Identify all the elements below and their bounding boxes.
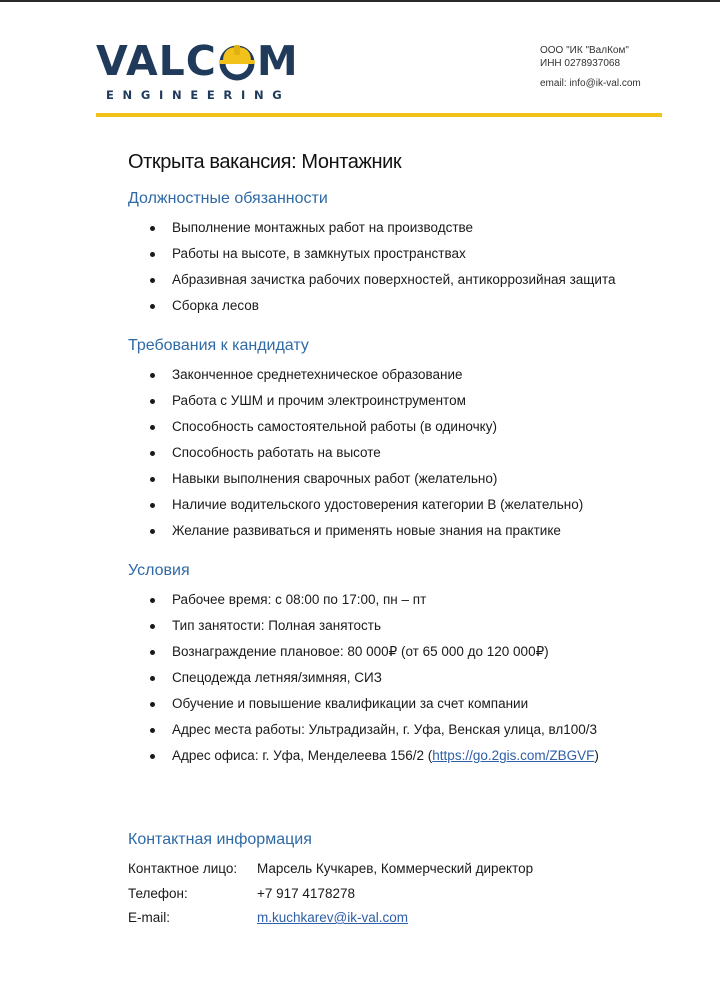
contact-person-value: Марсель Кучкарев, Коммерческий директор <box>257 861 534 876</box>
page-top-border <box>0 0 720 2</box>
company-email: email: info@ik-val.com <box>540 78 641 89</box>
company-info <box>540 44 641 90</box>
phone-label: Телефон: <box>128 885 188 901</box>
list-item: Способность самостоятельной работы (в одиночку) <box>128 414 583 440</box>
list-item: Наличие водительского удостоверения категории B (желательно) <box>128 492 583 518</box>
company-inn: ИНН 0278937068 <box>540 58 621 69</box>
list-item: Рабочее время: с 08:00 по 17:00, пн – пт <box>128 587 599 613</box>
duties-heading: Должностные обязанности <box>128 190 328 207</box>
logo-subtitle: ENGINEERING <box>106 88 291 102</box>
list-item: Обучение и повышение квалификации за счет компании <box>128 691 599 717</box>
header-divider <box>96 113 662 117</box>
list-item: Вознаграждение плановое: 80 000₽ (от 65 000 до 120 000₽) <box>128 639 599 665</box>
company-logo <box>96 38 316 104</box>
hard-hat-icon <box>218 43 256 81</box>
list-item: Абразивная зачистка рабочих поверхностей, антикоррозийная защита <box>128 267 616 293</box>
requirements-heading: Требования к кандидату <box>128 337 309 354</box>
list-item: Навыки выполнения сварочных работ (желательно) <box>128 466 583 492</box>
contact-person-label: Контактное лицо: <box>128 861 238 876</box>
list-item: Способность работать на высоте <box>128 440 583 466</box>
list-item: Тип занятости: Полная занятость <box>128 613 599 639</box>
company-name: ООО "ИК "ВалКом" <box>540 45 629 56</box>
list-item: Спецодежда летняя/зимняя, СИЗ <box>128 665 599 691</box>
list-item: Работы на высоте, в замкнутых пространствах <box>128 241 616 267</box>
list-item: Законченное среднетехническое образование <box>128 362 583 388</box>
list-item: Желание развиваться и применять новые знания на практике <box>128 518 583 544</box>
list-item: Выполнение монтажных работ на производстве <box>128 215 616 241</box>
office-map-link[interactable]: https://go.2gis.com/ZBGVF <box>432 748 595 763</box>
list-item: Адрес места работы: Ультрадизайн, г. Уфа, Венская улица, вл100/3 <box>128 717 599 743</box>
conditions-list <box>128 587 599 769</box>
logo-wordmark: VALC M <box>96 37 299 85</box>
phone-row <box>128 882 533 907</box>
requirements-list <box>128 362 583 544</box>
contact-person-row <box>128 857 533 882</box>
page-title: Открыта вакансия: Монтажник <box>128 151 402 173</box>
phone-value: +7 917 4178278 <box>257 885 355 901</box>
office-address-item: Адрес офиса: г. Уфа, Менделеева 156/2 (https://go.2gis.com/ZBGVF) <box>128 743 599 769</box>
duties-list <box>128 215 616 319</box>
list-item: Работа с УШМ и прочим электроинструментом <box>128 388 583 414</box>
contacts-heading: Контактная информация <box>128 831 312 848</box>
email-link[interactable]: m.kuchkarev@ik-val.com <box>257 910 408 925</box>
email-row <box>128 906 533 931</box>
list-item: Сборка лесов <box>128 293 616 319</box>
contact-table <box>128 857 533 931</box>
conditions-heading: Условия <box>128 562 190 579</box>
email-label: E-mail: <box>128 910 171 925</box>
